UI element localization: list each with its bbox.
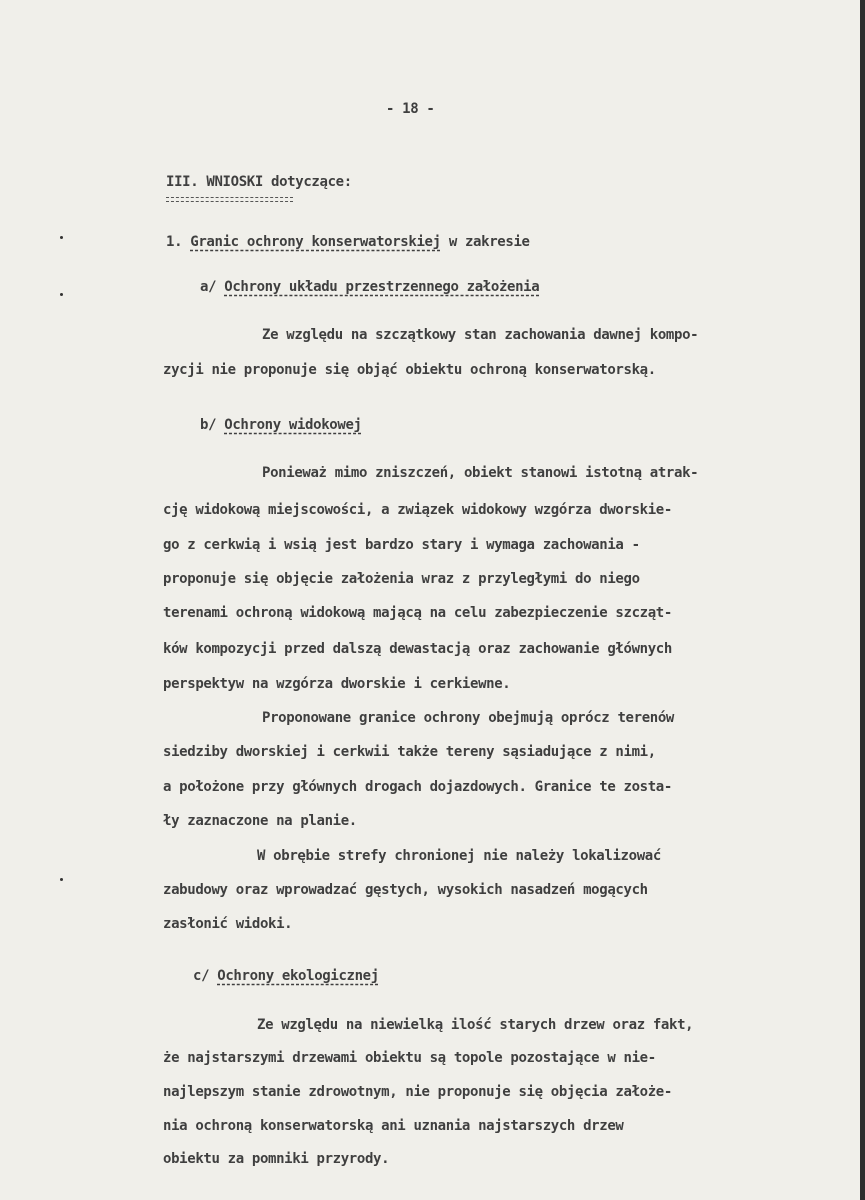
text-line: obiektu za pomniki przyrody. — [163, 1151, 390, 1167]
text-line: Proponowane granice ochrony obejmują oprócz terenów — [262, 710, 675, 726]
text-line: Ze względu na niewielką ilość starych drzew oraz fakt, — [257, 1017, 694, 1033]
text-line: cję widokową miejscowości, a związek widokowy wzgórza dworskie- — [163, 502, 672, 518]
subsection-c-label: c/ — [193, 968, 210, 984]
text-line: a położone przy głównych drogach dojazdowych. Granice te zosta- — [163, 779, 672, 795]
subsection-b-heading — [200, 417, 362, 433]
item-1-heading — [166, 234, 530, 250]
subsection-c-heading — [193, 968, 379, 984]
text-line: terenami ochroną widokową mającą na celu zabezpieczenie szcząt- — [163, 605, 672, 621]
text-line: go z cerkwią i wsią jest bardzo stary i wymaga zachowania - — [163, 537, 640, 553]
item-1-suffix: w zakresie — [448, 234, 530, 250]
subsection-c-title: Ochrony ekologicznej — [217, 968, 379, 984]
text-line: nia ochroną konserwatorską ani uznania najstarszych drzew — [163, 1118, 624, 1134]
text-line: W obrębie strefy chronionej nie należy lokalizować — [257, 848, 661, 864]
text-line: że najstarszymi drzewami obiektu są topole pozostające w nie- — [163, 1050, 656, 1066]
text-line: ły zaznaczone na planie. — [163, 813, 357, 829]
text-line: zycji nie proponuje się objąć obiektu ochroną konserwatorską. — [163, 362, 656, 378]
section-heading: III. WNIOSKI dotyczące: — [166, 174, 352, 190]
page-number: - 18 - — [386, 101, 435, 117]
text-line: najlepszym stanie zdrowotnym, nie proponuje się objęcia założe- — [163, 1084, 672, 1100]
subsection-a-title: Ochrony układu przestrzennego założenia — [224, 279, 540, 295]
text-line: perspektyw na wzgórza dworskie i cerkiewne. — [163, 676, 511, 692]
text-line: zabudowy oraz wprowadzać gęstych, wysokich nasadzeń mogących — [163, 882, 648, 898]
margin-mark — [60, 236, 63, 239]
text-line: proponuje się objęcie założenia wraz z przyległymi do niego — [163, 571, 640, 587]
subsection-a-heading — [200, 279, 539, 295]
margin-mark — [60, 293, 63, 296]
text-line: zasłonić widoki. — [163, 916, 293, 932]
item-1-title: Granic ochrony konserwatorskiej — [190, 234, 441, 250]
subsection-b-label: b/ — [200, 417, 217, 433]
text-line: Ponieważ mimo zniszczeń, obiekt stanowi istotną atrak- — [262, 465, 699, 481]
text-line: siedziby dworskiej i cerkwii także tereny sąsiadujące z nimi, — [163, 744, 656, 760]
margin-mark — [60, 878, 63, 881]
subsection-a-label: a/ — [200, 279, 217, 295]
text-line: ków kompozycji przed dalszą dewastacją oraz zachowanie głównych — [163, 641, 672, 657]
item-1-number: 1. — [166, 234, 183, 250]
subsection-b-title: Ochrony widokowej — [224, 417, 362, 433]
text-line: Ze względu na szczątkowy stan zachowania dawnej kompo- — [262, 327, 699, 343]
heading-double-underline — [166, 197, 293, 202]
